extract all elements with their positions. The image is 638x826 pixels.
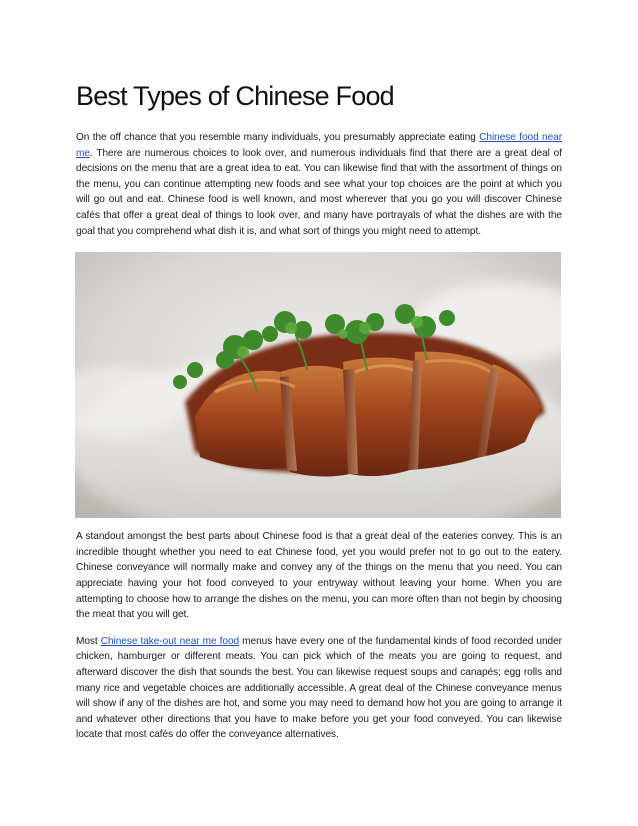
paragraph-menus-text-1: Most [76,635,101,647]
paragraph-menus-text-2: menus have every one of the fundamental kinds of food recorded under chicken, hamburger or different meats. You can pick which of the meats you are going to request, and afterward discover the dish that sounds the best. You can likewise request soups and canapés; egg rolls and many rice and vegetable choices are additionally accessible. A great deal of the Chinese conveyance menus will show if any of the dishes are hot, and some you may need to demand how hot you are going to arrange it and whatever other directions that you have to make before you get your food conveyed. You can likewise locate that most cafés do offer the conveyance alternatives. [76,635,562,741]
roast-duck-photo [75,252,561,518]
roast-duck-illustration [75,252,561,518]
article-title: Best Types of Chinese Food [76,81,394,111]
chinese-take-out-link[interactable]: Chinese take-out near me food [100,635,240,647]
document-page [76,80,562,743]
paragraph-delivery: A standout amongst the best parts about Chinese food is that a great deal of the eateries convey. This is an incredible thought whether you need to eat Chinese food, yet you would prefer not to go out to the eatery. Chinese conveyance will normally make and convey any of the things on the menu that you need. You can appreciate having your hot food conveyed to your entryway without leaving your home. When you are attempting to choose how to arrange the dishes on the menu, you can more often than not begin by choosing the meat that you will get. [76,531,562,621]
paragraph-intro-text-2: . There are numerous choices to look over, and numerous individuals find that there are a great deal of decisions on the menu that are a great idea to eat. You can likewise find that with the assortment of things on the menu, you can continue attempting new foods and see what your top choices are the point at which you will go out and eat. Chinese food is well known, and most wherever that you go you will discover Chinese cafés that offer a great deal of things to look over, and many have portrayals of what the dishes are with the goal that you comprehend what dish it is, and what sort of things you might need to attempt. [76,147,562,237]
paragraph-intro-text-1: On the off chance that you resemble many individuals, you presumably appreciate eating [76,132,480,143]
paragraph-menus [76,634,562,743]
chinese-food-near-me-link[interactable]: Chinese food near me [76,132,563,159]
paragraph-intro [76,130,562,239]
